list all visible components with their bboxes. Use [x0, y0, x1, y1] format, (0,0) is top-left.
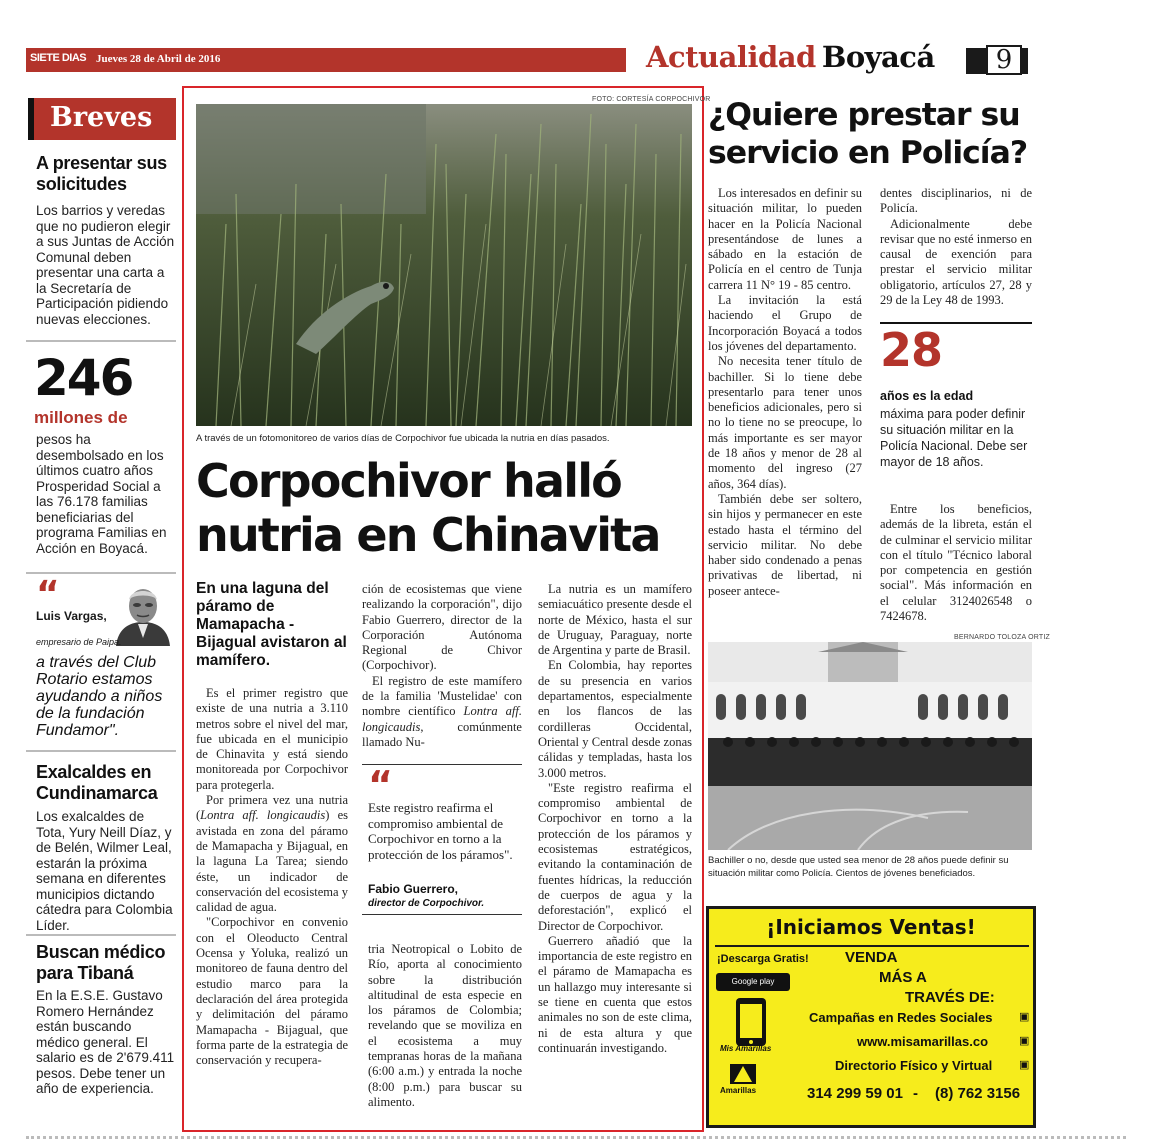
ad-line: Campañas en Redes Sociales	[809, 1010, 993, 1025]
paragraph: ción de ecosistemas que viene realizando la corporación", dijo Fabio Guerrero, director de la Corporación Autónoma Regional de Chivor (Corpochivor).	[362, 582, 522, 673]
paragraph: El registro de este mamífero de la familia 'Mustelidae' con nombre científico Lontra aff. longicaudis, comúnmente llamado Nu-	[362, 673, 522, 749]
ad-divider	[715, 945, 1029, 947]
ad-phone-separator: -	[913, 1085, 918, 1102]
paragraph: Entre los beneficios, además de la libreta, están el de culminar el servicio militar con el título "Técnico laboral por competencia en gestión social". Más información en el celular 3124026548 o 7424678.	[880, 502, 1032, 624]
paragraph: Por primera vez una nutria (Lontra aff. longicaudis) es avistada en zona del páramo de Mamapacha y Bijagual, en la laguna La Tarea; siendo éste, un indicador de conservación del ecosistema y calidad de agua.	[196, 793, 348, 915]
brief-body: Los exalcaldes de Tota, Yury Neill Díaz, y de Belén, Wilmer Leal, estarán la próxima semana en diferentes municipios dictando cátedra para Colombia Líder.	[36, 809, 173, 933]
article-column-2	[880, 186, 1032, 308]
photo-credit: FOTO: CORTESÍA CORPOCHIVOR	[592, 96, 711, 103]
paragraph: "Corpochivor en convenio con el Oleoducto Central Ocensa y Yoluka, realizó un monitoreo de fauna dentro del estudio marco para la declaración del área protegida y delimitación del páramo Mamapacha - Bijagual, que forma parte de la estrategia de conservación y recupera-	[196, 915, 348, 1068]
brief-title: A presentar sus solicitudes	[36, 153, 167, 194]
article-lead: En una laguna del páramo de Mamapacha - Bijagual avistaron al mamífero.	[196, 580, 347, 669]
article-column-1	[196, 686, 348, 1068]
ad-line: Directorio Físico y Virtual	[835, 1058, 993, 1073]
ad-app-name: Mis Amarillas	[720, 1044, 772, 1053]
phone-icon	[730, 996, 776, 1050]
paragraph: También debe ser soltero, sin hijos y permanecer en este estado hasta el término del servicio militar. No debe haber sido condenado a penas privativas de libertad, ni poseer antece-	[708, 491, 862, 598]
divider	[26, 340, 176, 342]
ad-phone: (8) 762 3156	[935, 1085, 1021, 1102]
stat-body: pesos ha desembolsado en los últimos cuatro años Prosperidad Social a las 76.178 familias beneficiarias del programa Familias en Acción en Boyacá.	[36, 432, 167, 556]
lock-icon: ▣	[1019, 1035, 1030, 1047]
paragraph: Los interesados en definir su situación militar, lo pueden hacer en la Policía Nacional presentándose de lunes a sábado en la estación de Policía en el centro de Tunja carrera 11 N° 19 - 85 centro.	[708, 186, 862, 292]
ad-phone: 314 299 59 01	[807, 1085, 903, 1102]
photo-credit: BERNARDO TOLOZA ORTIZ	[954, 634, 1050, 641]
paragraph: La nutria es un mamífero semiacuático presente desde el norte de México, hasta el sur de Uruguay, Paraguay, norte de Argentina y parte de Brasil.	[538, 582, 692, 658]
otter-photo	[196, 104, 692, 426]
article-column-1	[708, 186, 862, 599]
quote-author-role: empresario de Paipa.	[36, 637, 122, 647]
article-column-3	[538, 582, 692, 1056]
ad-venda: TRAVÉS DE:	[905, 989, 995, 1006]
google-play-badge[interactable]: Google play	[716, 973, 790, 991]
brief-body: Los barrios y veredas que no pudieron elegir a sus Juntas de Acción Comunal deben presentar una carta a la Secretaría de Participación pidiendo nuevas elecciones.	[36, 203, 175, 327]
paragraph: "Este registro reafirma el compromiso ambiental de Corpochivor en torno a la protección de los páramos y ecosistemas estratégicos, evitando la contaminación de fuentes hídricas, la reducción de cuerpos de agua y la deforestación", explicó el Director de Corpochivor.	[538, 780, 692, 933]
ad-venda: VENDA	[845, 949, 898, 966]
pullquote-rule	[362, 914, 522, 915]
page-footer-rule	[26, 1136, 1126, 1139]
brief-body: En la E.S.E. Gustavo Romero Hernández están buscando médico general. El salario es de 2'679.411 pesos. Debe tener un año de experiencia.	[36, 988, 175, 1096]
article-title: ¿Quiere prestar su servicio en Policía?	[708, 97, 1028, 171]
paragraph: Guerrero añadió que la importancia de este registro en el páramo de Mamapacha es un hallazgo muy interesante si se tiene en cuenta que estos animales no son de este clima, ni de esta altura y que continuarán investigando.	[538, 933, 692, 1055]
section-name: Actualidad	[646, 40, 816, 74]
stat-number: 28	[880, 323, 943, 377]
brief-title: Buscan médico para Tibaná	[36, 942, 166, 983]
paragraph: En Colombia, hay reportes de su presencia en varios departamentos, especialmente en los flancos de las cordilleras Occidental, Oriental y Central desde zonas cálidas y templadas, hasta los 3.000 metros.	[538, 658, 692, 780]
paragraph: La invitación la está haciendo el Grupo de Incorporación Boyacá a todos los jóvenes del departamento.	[708, 293, 862, 353]
pullquote-text: Este registro reafirma el compromiso ambiental de Corpochivor en torno a la protección de los páramos".	[368, 800, 513, 862]
photo-caption: Bachiller o no, desde que usted sea menor de 28 años puede definir su situación militar como Policía. Cientos de jóvenes beneficiados.	[708, 855, 1009, 879]
divider	[26, 750, 176, 752]
brand-logo: SIETE DIAS	[30, 52, 87, 64]
quote-author: Luis Vargas,	[36, 609, 107, 623]
breves-tab	[28, 98, 176, 140]
brief-title: Exalcaldes en Cundinamarca	[36, 762, 158, 803]
ad-title: ¡Iniciamos Ventas!	[766, 915, 976, 939]
paragraph: dentes disciplinarios, ni de Policía.	[880, 186, 1032, 216]
article-column-2b	[880, 502, 1032, 624]
paragraph: tria Neotropical o Lobito de Río, aporta al conocimiento sobre la distribución altitudinal de esta especie en los páramos de Colombia; revelando que se moviliza en el ecosistema a muy tempranas horas de la mañana (6:00 a.m.) y entrada la noche (8:00 p.m.) para buscar su alimento.	[368, 942, 522, 1109]
stat-unit: millones de	[34, 408, 128, 427]
ad-venda: MÁS A	[879, 969, 927, 986]
ad-line: www.misamarillas.co	[857, 1034, 989, 1049]
quote-text: a través del Club Rotario estamos ayudando a niños de la fundación Fundamor".	[36, 654, 163, 739]
pullquote-author-role: director de Corpochivor.	[368, 898, 485, 909]
police-recruits-photo	[708, 642, 1032, 850]
quote-icon: “	[36, 574, 60, 615]
page-number: 9	[986, 45, 1022, 75]
ad-download-label: ¡Descarga Gratis!	[717, 953, 809, 965]
ad-brand-name: Amarillas	[720, 1086, 757, 1095]
divider	[26, 934, 176, 936]
issue-date: Jueves 28 de Abril de 2016	[96, 53, 221, 65]
pullquote-author: Fabio Guerrero,	[368, 882, 459, 896]
article-column-2	[362, 582, 522, 750]
stat-number: 246	[34, 349, 133, 407]
lock-icon: ▣	[1019, 1059, 1030, 1071]
photo-caption: A través de un fotomonitoreo de varios días de Corpochivor fue ubicada la nutria en días pasados.	[196, 433, 610, 444]
paragraph: Adicionalmente debe revisar que no esté inmerso en causal de exención para prestar el servicio militar obligatorio, artículos 27, 28 y 29 de la Ley 48 de 1993.	[880, 216, 1032, 308]
section-region: Boyacá	[821, 40, 935, 74]
quote-icon: “	[368, 763, 393, 807]
stat-body: máxima para poder definir su situación militar en la Policía Nacional. Debe ser mayor de 18 años.	[880, 407, 1028, 469]
article-column-2b	[368, 942, 522, 1110]
paragraph: No necesita tener título de bachiller. Si lo tiene debe presentarlo para tener unos beneficios adicionales, pero si no lo tiene no se preocupe, lo más importante es ser mayor de 18 años y menor de 28 al momento del ingreso (27 años, 364 días).	[708, 354, 862, 491]
section-title	[646, 40, 935, 74]
lock-icon: ▣	[1019, 1011, 1030, 1023]
article-title: Corpochivor halló nutria en Chinavita	[196, 454, 660, 562]
breves-label: Breves	[50, 102, 153, 133]
stat-label: años es la edad	[880, 389, 974, 403]
amarillas-logo-icon	[730, 1064, 756, 1084]
paragraph: Es el primer registro que existe de una nutria a 3.110 metros sobre el nivel del mar, fue ubicada en el municipio de Chinavita y está siendo monitoreada por Corpochivor para protegerla.	[196, 686, 348, 792]
